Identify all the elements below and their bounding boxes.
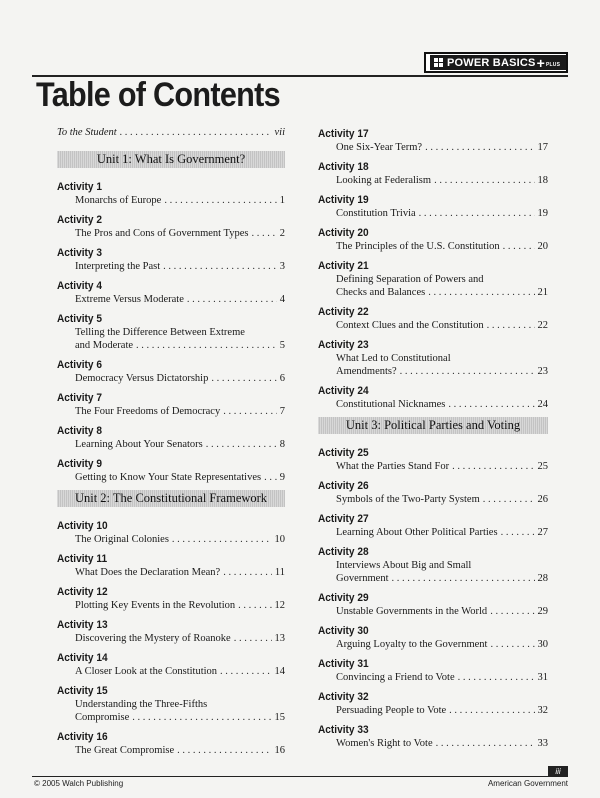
brand-plus-icon: +	[536, 54, 545, 71]
activity-line	[336, 365, 548, 378]
activity-title: Convincing a Friend to Vote	[336, 672, 455, 683]
activity-description	[57, 227, 285, 240]
activity-title: Discovering the Mystery of Roanoke	[75, 633, 231, 644]
activity-label: Activity 18	[318, 161, 369, 173]
activity-description	[57, 566, 285, 579]
page-title: Table of Contents	[36, 76, 280, 114]
leader-dots	[425, 141, 534, 154]
leader-dots	[487, 319, 535, 332]
activity-title: Defining Separation of Powers and	[336, 274, 484, 285]
toc-activity[interactable]	[57, 519, 285, 546]
page-number: iii	[548, 766, 568, 777]
activity-description	[57, 194, 285, 207]
activity-description	[57, 665, 285, 678]
leader-dots	[177, 744, 271, 757]
activity-page: 18	[537, 175, 548, 186]
activity-label: Activity 28	[318, 546, 369, 558]
leader-dots	[400, 365, 535, 378]
activity-page: 9	[279, 472, 285, 483]
activity-page: 33	[537, 738, 548, 749]
activity-description	[318, 638, 548, 651]
unit-heading: Unit 3: Political Parties and Voting	[318, 417, 548, 434]
toc-activity[interactable]	[57, 684, 285, 724]
activity-title: Understanding the Three-Fifths	[75, 699, 208, 710]
right-column	[318, 127, 548, 756]
activity-line	[75, 339, 285, 352]
activity-label: Activity 14	[57, 652, 108, 664]
activity-page: 2	[279, 228, 285, 239]
toc-activity[interactable]	[57, 618, 285, 645]
activity-label: Activity 4	[57, 280, 103, 292]
activity-description	[57, 744, 285, 757]
activity-label: Activity 32	[318, 691, 369, 703]
activity-page: 12	[274, 600, 285, 611]
activity-label: Activity 3	[57, 247, 103, 259]
activity-title: Telling the Difference Between Extreme	[75, 327, 245, 338]
toc-activity[interactable]	[318, 545, 548, 585]
toc-activity[interactable]	[318, 193, 548, 220]
activity-line	[336, 319, 548, 332]
activity-page: 17	[537, 142, 548, 153]
toc-activity[interactable]	[57, 651, 285, 678]
activity-page: 23	[537, 366, 548, 377]
leader-dots	[120, 127, 272, 138]
brand-squares-icon	[434, 58, 443, 67]
toc-activity[interactable]	[318, 446, 548, 473]
toc-activity[interactable]	[318, 226, 548, 253]
activity-label: Activity 24	[318, 385, 369, 397]
activity-line	[75, 227, 285, 240]
leader-dots	[234, 632, 272, 645]
leader-dots	[436, 737, 535, 750]
activity-label: Activity 13	[57, 619, 108, 631]
activity-page: 11	[274, 567, 285, 578]
activity-line	[75, 632, 285, 645]
unit-section	[57, 151, 285, 484]
leader-dots	[251, 227, 276, 240]
activity-line	[336, 240, 548, 253]
activity-description	[57, 632, 285, 645]
toc-activity[interactable]	[318, 259, 548, 299]
unit-section	[57, 490, 285, 757]
activity-description	[318, 273, 548, 299]
activity-description	[318, 526, 548, 539]
toc-activity[interactable]	[57, 180, 285, 207]
toc-activity[interactable]	[57, 424, 285, 451]
left-column	[57, 127, 285, 763]
activity-line	[75, 372, 285, 385]
activity-label: Activity 26	[318, 480, 369, 492]
activity-line	[75, 260, 285, 273]
activity-description	[57, 438, 285, 451]
activity-line	[75, 405, 285, 418]
leader-dots	[501, 526, 535, 539]
activity-description	[318, 671, 548, 684]
activity-description	[57, 372, 285, 385]
activity-label: Activity 19	[318, 194, 369, 206]
activity-line	[336, 638, 548, 651]
leader-dots	[392, 572, 535, 585]
activity-page: 16	[274, 745, 285, 756]
activity-label: Activity 12	[57, 586, 108, 598]
footer-rule	[32, 776, 568, 777]
activity-title: Checks and Balances	[336, 287, 426, 298]
activity-title: The Pros and Cons of Government Types	[75, 228, 249, 239]
toc-activity[interactable]	[57, 730, 285, 757]
activity-line	[336, 704, 548, 717]
leader-dots	[452, 460, 534, 473]
activity-title: Learning About Other Political Parties	[336, 527, 498, 538]
activity-page: 26	[537, 494, 548, 505]
to-student-entry[interactable]	[57, 127, 285, 141]
activity-description	[57, 293, 285, 306]
toc-activity[interactable]	[57, 552, 285, 579]
activity-description	[318, 141, 548, 154]
activity-page: 13	[274, 633, 285, 644]
activity-page: 31	[537, 672, 548, 683]
activity-title: Context Clues and the Constitution	[336, 320, 484, 331]
activity-page: 5	[279, 340, 285, 351]
activity-label: Activity 20	[318, 227, 369, 239]
toc-activity[interactable]	[318, 305, 548, 332]
activity-label: Activity 27	[318, 513, 369, 525]
leader-dots	[211, 372, 276, 385]
activity-page: 3	[279, 261, 285, 272]
activity-label: Activity 29	[318, 592, 369, 604]
activity-label: Activity 22	[318, 306, 369, 318]
activity-description	[57, 405, 285, 418]
toc-activity[interactable]	[318, 723, 548, 750]
activity-title: Government	[336, 573, 389, 584]
activity-line	[75, 698, 285, 711]
activity-page: 1	[279, 195, 285, 206]
activity-line	[75, 711, 285, 724]
activity-title: Extreme Versus Moderate	[75, 294, 184, 305]
activity-title: Getting to Know Your State Representatives	[75, 472, 262, 483]
toc-activity[interactable]	[57, 585, 285, 612]
activity-description	[318, 319, 548, 332]
leader-dots	[220, 665, 271, 678]
activity-page: 24	[537, 399, 548, 410]
leader-dots	[490, 605, 534, 618]
activity-line	[336, 605, 548, 618]
toc-activity[interactable]	[57, 391, 285, 418]
leader-dots	[206, 438, 277, 451]
toc-activity[interactable]	[57, 246, 285, 273]
activity-line	[75, 293, 285, 306]
activity-page: 30	[537, 639, 548, 650]
toc-activity[interactable]	[57, 279, 285, 306]
toc-activity[interactable]	[57, 457, 285, 484]
activity-description	[318, 460, 548, 473]
leader-dots	[164, 194, 276, 207]
activity-title: and Moderate	[75, 340, 134, 351]
leader-dots	[163, 260, 277, 273]
activity-description	[318, 207, 548, 220]
activity-description	[57, 471, 285, 484]
toc-activity[interactable]	[318, 160, 548, 187]
leader-dots	[490, 638, 534, 651]
leader-dots	[223, 405, 277, 418]
leader-dots	[503, 240, 535, 253]
activity-line	[336, 286, 548, 299]
activity-description	[318, 493, 548, 506]
activity-description	[57, 533, 285, 546]
leader-dots	[136, 339, 277, 352]
activity-description	[318, 704, 548, 717]
toc-activity[interactable]	[318, 624, 548, 651]
activity-page: 22	[537, 320, 548, 331]
unit-heading: Unit 2: The Constitutional Framework	[57, 490, 285, 507]
activity-description	[318, 737, 548, 750]
activity-description	[318, 174, 548, 187]
activity-page: 14	[274, 666, 285, 677]
activity-label: Activity 6	[57, 359, 103, 371]
activity-label: Activity 16	[57, 731, 108, 743]
activity-label: Activity 8	[57, 425, 103, 437]
activity-page: 20	[537, 241, 548, 252]
activity-title: Looking at Federalism	[336, 175, 432, 186]
activity-title: Learning About Your Senators	[75, 439, 203, 450]
leader-dots	[419, 207, 535, 220]
leader-dots	[172, 533, 272, 546]
activity-title: Plotting Key Events in the Revolution	[75, 600, 236, 611]
toc-activity[interactable]	[57, 213, 285, 240]
activity-line	[336, 398, 548, 411]
activity-title: What the Parties Stand For	[336, 461, 450, 472]
activity-line	[336, 559, 548, 572]
to-student-label: To the Student	[57, 127, 117, 138]
activity-line	[75, 599, 285, 612]
activity-title: Compromise	[75, 712, 130, 723]
leader-dots	[187, 293, 277, 306]
activity-line	[336, 737, 548, 750]
activity-label: Activity 10	[57, 520, 108, 532]
activity-page: 6	[279, 373, 285, 384]
leader-dots	[458, 671, 535, 684]
activity-line	[336, 671, 548, 684]
toc-activity[interactable]	[318, 384, 548, 411]
activity-line	[336, 207, 548, 220]
activity-line	[336, 352, 548, 365]
activity-title: Persuading People to Vote	[336, 705, 447, 716]
activity-description	[57, 260, 285, 273]
activity-page: 25	[537, 461, 548, 472]
activity-page: 27	[537, 527, 548, 538]
activity-description	[57, 599, 285, 612]
activity-label: Activity 31	[318, 658, 369, 670]
toc-activity[interactable]	[57, 358, 285, 385]
activity-description	[57, 698, 285, 724]
activity-page: 28	[537, 573, 548, 584]
toc-activity[interactable]	[57, 312, 285, 352]
activity-title: What Does the Declaration Mean?	[75, 567, 221, 578]
activity-line	[336, 493, 548, 506]
activity-page: 29	[537, 606, 548, 617]
toc-activity[interactable]	[318, 690, 548, 717]
activity-title: What Led to Constitutional	[336, 353, 451, 364]
activity-title: The Principles of the U.S. Constitution	[336, 241, 500, 252]
activity-line	[75, 471, 285, 484]
activity-title: The Original Colonies	[75, 534, 169, 545]
activity-line	[336, 141, 548, 154]
activity-title: Amendments?	[336, 366, 397, 377]
activity-page: 15	[274, 712, 285, 723]
activity-line	[75, 665, 285, 678]
activity-title: Symbols of the Two-Party System	[336, 494, 480, 505]
brand-name: POWER BASICS	[447, 56, 536, 69]
activity-title: Monarchs of Europe	[75, 195, 162, 206]
activity-description	[318, 559, 548, 585]
toc-activity[interactable]	[318, 338, 548, 378]
leader-dots	[264, 471, 277, 484]
activity-title: Constitution Trivia	[336, 208, 416, 219]
toc-activity[interactable]	[318, 657, 548, 684]
leader-dots	[223, 566, 272, 579]
activity-label: Activity 30	[318, 625, 369, 637]
toc-activity[interactable]	[318, 479, 548, 506]
activity-page: 19	[537, 208, 548, 219]
activity-title: A Closer Look at the Constitution	[75, 666, 218, 677]
activity-line	[75, 744, 285, 757]
activity-page: 8	[279, 439, 285, 450]
activity-description	[318, 352, 548, 378]
activity-title: The Great Compromise	[75, 745, 175, 756]
activity-label: Activity 5	[57, 313, 103, 325]
leader-dots	[428, 286, 534, 299]
activity-label: Activity 25	[318, 447, 369, 459]
activity-title: Unstable Governments in the World	[336, 606, 488, 617]
toc-activity[interactable]	[318, 127, 548, 154]
leader-dots	[449, 704, 534, 717]
activity-line	[75, 326, 285, 339]
activity-title: Interpreting the Past	[75, 261, 161, 272]
activity-line	[336, 572, 548, 585]
activity-page: 7	[279, 406, 285, 417]
activity-line	[75, 438, 285, 451]
activity-page: 4	[279, 294, 285, 305]
brand-logo	[424, 52, 568, 73]
activity-page: 21	[537, 287, 548, 298]
leader-dots	[448, 398, 534, 411]
activity-line	[336, 174, 548, 187]
activity-label: Activity 9	[57, 458, 103, 470]
footer-book-title: American Government	[487, 779, 568, 788]
footer-copyright: © 2005 Walch Publishing	[34, 779, 124, 788]
unit-section	[318, 417, 548, 750]
activity-label: Activity 2	[57, 214, 103, 226]
activity-label: Activity 17	[318, 128, 369, 140]
activity-title: The Four Freedoms of Democracy	[75, 406, 221, 417]
activity-label: Activity 11	[57, 553, 108, 565]
activity-label: Activity 15	[57, 685, 108, 697]
activity-page: 10	[274, 534, 285, 545]
activity-description	[318, 240, 548, 253]
leader-dots	[132, 711, 271, 724]
activity-line	[75, 533, 285, 546]
activity-line	[75, 566, 285, 579]
toc-activity[interactable]	[318, 512, 548, 539]
activity-label: Activity 21	[318, 260, 369, 272]
brand-plus-word: PLUS	[545, 62, 561, 68]
leader-dots	[483, 493, 535, 506]
activity-label: Activity 23	[318, 339, 369, 351]
activity-line	[336, 273, 548, 286]
leader-dots	[434, 174, 534, 187]
activity-title: One Six-Year Term?	[336, 142, 423, 153]
unit-heading: Unit 1: What Is Government?	[57, 151, 285, 168]
leader-dots	[238, 599, 271, 612]
activity-description	[318, 398, 548, 411]
activity-line	[75, 194, 285, 207]
activity-line	[336, 526, 548, 539]
activity-page: 32	[537, 705, 548, 716]
activity-description	[318, 605, 548, 618]
activity-title: Arguing Loyalty to the Government	[336, 639, 488, 650]
activity-label: Activity 1	[57, 181, 103, 193]
activity-line	[336, 460, 548, 473]
activity-label: Activity 33	[318, 724, 369, 736]
activity-title: Women's Right to Vote	[336, 738, 433, 749]
activity-title: Interviews About Big and Small	[336, 560, 472, 571]
activity-description	[57, 326, 285, 352]
activity-title: Democracy Versus Dictatorship	[75, 373, 209, 384]
activity-label: Activity 7	[57, 392, 103, 404]
activity-title: Constitutional Nicknames	[336, 399, 446, 410]
to-student-page: vii	[274, 127, 285, 138]
toc-activity[interactable]	[318, 591, 548, 618]
